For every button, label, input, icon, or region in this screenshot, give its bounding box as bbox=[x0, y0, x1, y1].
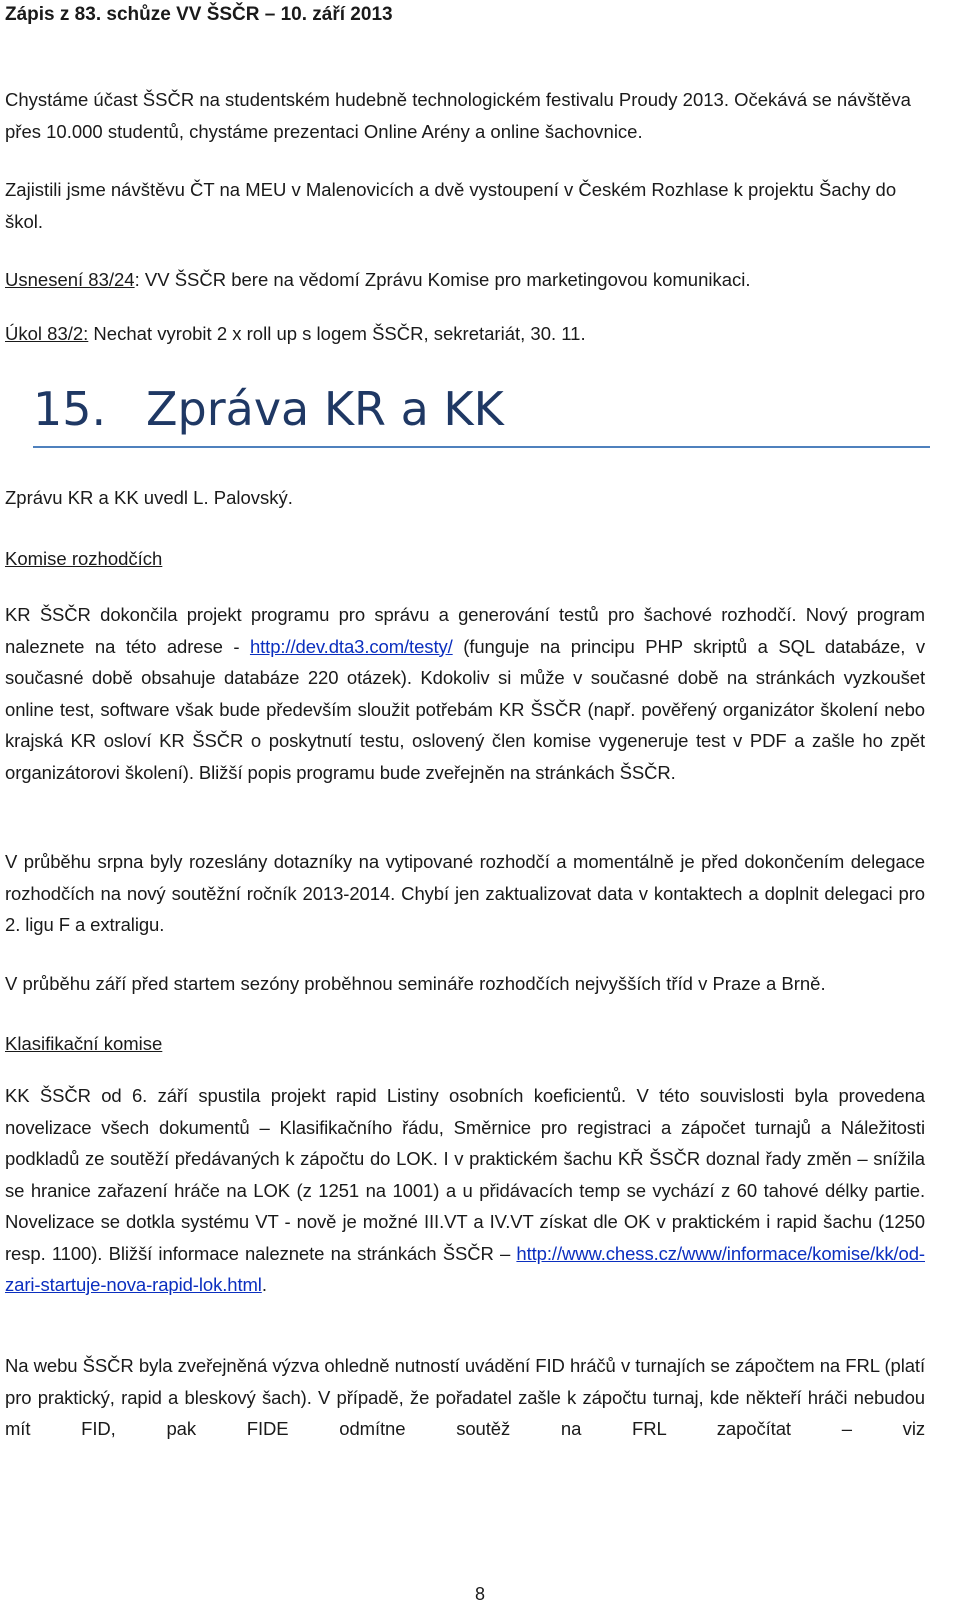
test-program-text-before: KR ŠSČR dokončila projekt programu pro správu a generování testů pro šachové rozhodčí. Nový program naleznete na této adrese - bbox=[5, 604, 925, 657]
task-83-2 bbox=[5, 318, 925, 350]
paragraph-test-program bbox=[5, 599, 925, 788]
rapid-lok-link[interactable]: http://www.chess.cz/www/informace/komise/kk/od-zari-startuje-nova-rapid-lok.html bbox=[5, 1242, 925, 1295]
paragraph-festival: Chystáme účast ŠSČR na studentském hudebně technologickém festivalu Proudy 2013. Očekává se návštěva přes 10.000 studentů, chystáme prezentaci Online Arény a online šachovnice. bbox=[5, 89, 911, 142]
resolution-text: : VV ŠSČR bere na vědomí Zprávu Komise pro marketingovou komunikaci. bbox=[134, 269, 751, 290]
task-label: Úkol 83/2: bbox=[5, 323, 89, 344]
section-title: Zpráva KR a KK bbox=[146, 382, 504, 436]
task-text: Nechat vyrobit 2 x roll up s logem ŠSČR, sekretariát, 30. 11. bbox=[88, 323, 586, 344]
page-number: 8 bbox=[474, 1584, 485, 1604]
paragraph-rapid-lok bbox=[5, 1080, 925, 1301]
paragraph-fid-notice: Na webu ŠSČR byla zveřejněná výzva ohledně nutností uvádění FID hráčů v turnajích se zápočtem na FRL (platí pro praktický, rapid a bleskový šach). V případě, že pořadatel zašle k zápočtu turnaj, kde někteří hráči nebudou mít FID, pak FIDE odmítne soutěž na FRL započítat – viz bbox=[5, 1355, 925, 1439]
subheading-referees: Komise rozhodčích bbox=[5, 548, 163, 569]
rapid-lok-text-before: KK ŠSČR od 6. září spustila projekt rapid Listiny osobních koeficientů. V této souvislosti byla provedena novelizace všech dokumentů – Klasifikačního řádu, Směrnice pro registraci a zápočet turnajů a Náležitosti podkladů ze soutěží předávaných k zápočtu do LOK. I v praktickém šachu KŘ ŠSČR doznal řady změn – snížila se hranice zařazení hráče na LOK (z 1251 na 1001) a u přidávacích temp se vychází z 60 tahové délky partie. Novelizace se dotkla systému VT - nově je možné III.VT a IV.VT získat dle OK v praktickém i rapid šachu (1250 resp. 1100). Bližší informace naleznete na stránkách ŠSČR – bbox=[5, 1085, 925, 1264]
section-heading bbox=[33, 378, 930, 448]
test-program-link[interactable]: http://dev.dta3.com/testy/ bbox=[249, 635, 453, 657]
subheading-classification: Klasifikační komise bbox=[5, 1033, 163, 1054]
resolution-label: Usnesení 83/24 bbox=[5, 269, 135, 290]
rapid-lok-text-after: . bbox=[261, 1274, 267, 1295]
section-number: 15. bbox=[33, 382, 107, 436]
paragraph-seminars: V průběhu září před startem sezóny proběhnou semináře rozhodčích nejvyšších tříd v Praze a Brně. bbox=[5, 973, 826, 994]
paragraph-report-intro: Zprávu KR a KK uvedl L. Palovský. bbox=[5, 487, 293, 508]
paragraph-ct-visit: Zajistili jsme návštěvu ČT na MEU v Malenovicích a dvě vystoupení v Českém Rozhlase k projektu Šachy do škol. bbox=[5, 179, 897, 232]
test-program-text-after: (funguje na principu PHP skriptů a SQL databáze, v současné době obsahuje databáze 220 otázek). Kdokoliv si může v současné době na stránkách vyzkoušet online test, software však bude především sloužit potřebám KR ŠSČR (např. pověřený organizátor školení nebo krajská KR osloví KR ŠSČR o poskytnutí testu, oslovený člen komise vygeneruje test v PDF a zašle ho zpět organizátorovi školení). Bližší popis programu bude zveřejněn na stránkách ŠSČR. bbox=[5, 635, 925, 783]
paragraph-questionnaires: V průběhu srpna byly rozeslány dotazníky na vytipované rozhodčí a momentálně je před dokončením delegace rozhodčích na nový soutěžní ročník 2013-2014. Chybí jen zaktualizovat data v kontaktech a doplnit delegaci pro 2. ligu F a extraligu. bbox=[5, 851, 925, 935]
document-title: Zápis z 83. schůze VV ŠSČR – 10. září 2013 bbox=[5, 4, 393, 25]
resolution-83-24 bbox=[5, 264, 925, 296]
